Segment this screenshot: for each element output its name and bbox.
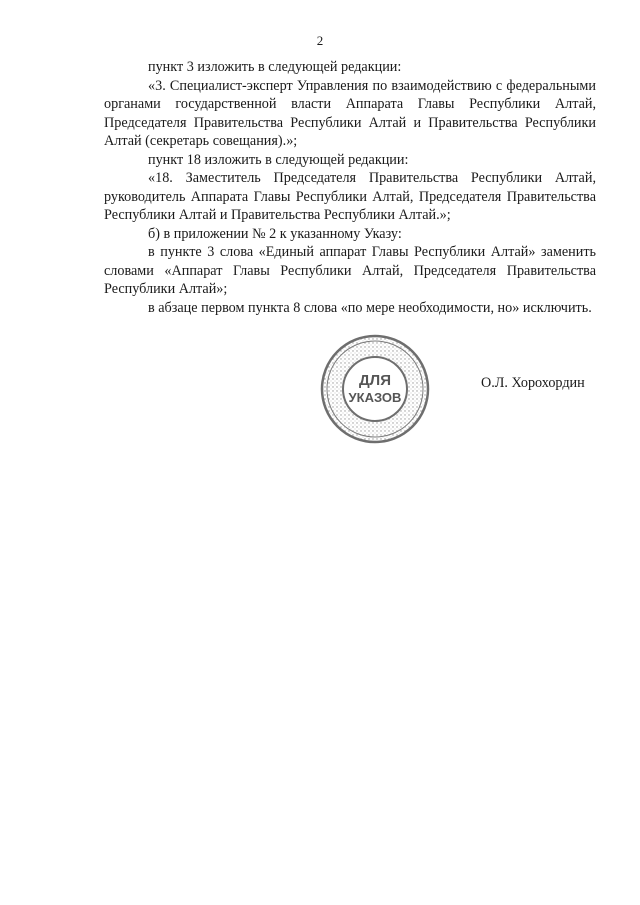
page-number: 2 [316, 33, 324, 48]
seal-inner-ring [343, 357, 407, 421]
document-body [104, 58, 596, 317]
paragraph: в пункте 3 слова «Единый аппарат Главы Республики Алтай» заменить словами «Аппарат Главы Республики Алтай, Председателя Правительства Республики Алтай»; [104, 244, 596, 297]
paragraph: «18. Заместитель Председателя Правительства Республики Алтай, руководитель Аппарата Главы Республики Алтай, Председателя Правительства Республики Алтай и Правительства Республики Алтай.»; [104, 170, 596, 223]
paragraph: пункт 18 изложить в следующей редакции: [148, 151, 409, 168]
seal-text-top: ДЛЯ [359, 372, 391, 389]
official-seal [320, 334, 430, 444]
seal-text-bottom: УКАЗОВ [348, 390, 402, 405]
paragraph: «3. Специалист-эксперт Управления по взаимодействию с федеральными органами государственной власти Аппарата Главы Республики Алтай, Председателя Правительства Республики Алтай и Правительства Республики Алтай (секретарь совещания).»; [104, 77, 596, 149]
paragraph: пункт 3 изложить в следующей редакции: [148, 59, 402, 75]
paragraph: б) в приложении № 2 к указанному Указу: [148, 225, 402, 242]
paragraph: в абзаце первом пункта 8 слова «по мере необходимости, но» исключить. [148, 299, 592, 316]
signature-name: О.Л. Хорохордин [481, 375, 585, 391]
